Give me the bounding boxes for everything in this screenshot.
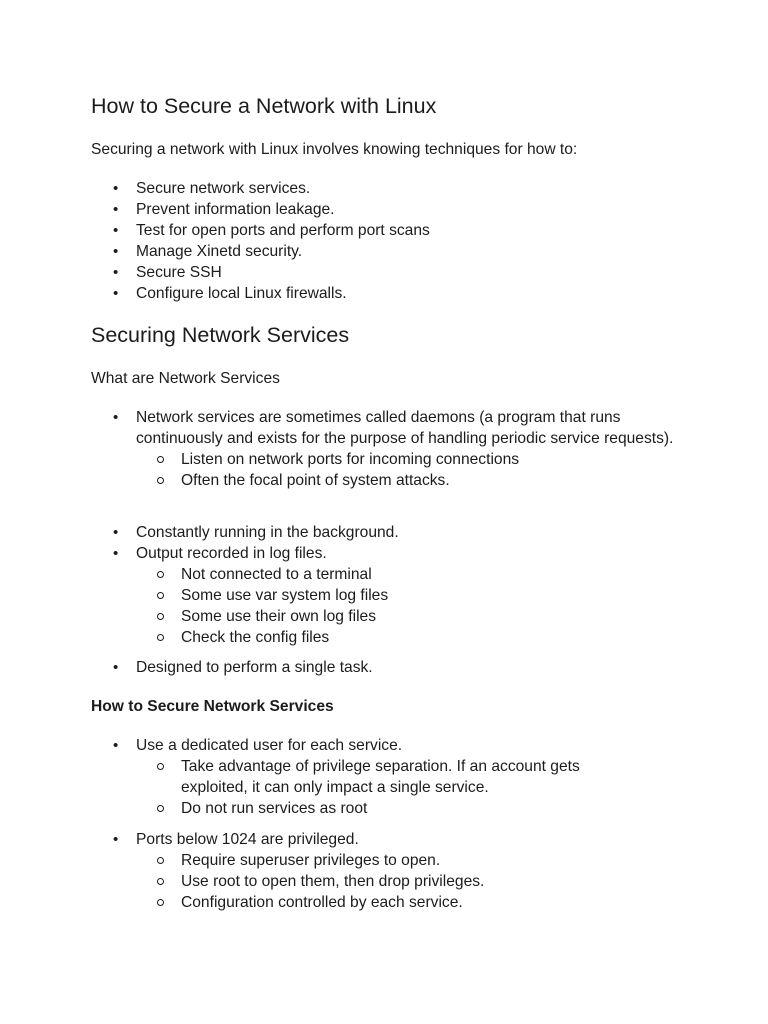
circle-bullet-icon (157, 899, 164, 906)
subheading-what-are-network-services: What are Network Services (91, 370, 280, 387)
circle-bullet-icon (157, 571, 164, 578)
list-item: • Secure network services. (113, 180, 311, 197)
secure-services-list-a (91, 735, 681, 819)
circle-bullet-icon (157, 878, 164, 885)
bullet-icon: • (113, 264, 119, 281)
list-item: • Manage Xinetd security. (113, 243, 303, 260)
bullet-icon: • (113, 180, 119, 197)
circle-bullet-icon (157, 634, 164, 641)
list-item: • Constantly running in the background. (113, 524, 399, 541)
bullet-icon: • (113, 409, 119, 426)
list-item: • Output recorded in log files. Not connected to a terminal Some use var system log files Some use their own log files Check the config files (91, 543, 681, 648)
bullet-icon: • (113, 737, 119, 754)
network-services-list-a (91, 407, 681, 491)
bullet-icon: • (113, 831, 119, 848)
bullet-icon: • (113, 285, 119, 302)
list-item: • Test for open ports and perform port scans (113, 222, 430, 239)
circle-bullet-icon (157, 763, 164, 770)
circle-bullet-icon (157, 805, 164, 812)
list-item: • Ports below 1024 are privileged. Require superuser privileges to open. Use root to open them, then drop privileges. Configuration controlled by each service. (91, 829, 681, 913)
secure-services-list-b (91, 829, 681, 913)
circle-bullet-icon (157, 857, 164, 864)
section-heading-securing-network-services: Securing Network Services (91, 323, 350, 347)
sub-list (136, 850, 681, 913)
bullet-icon: • (113, 524, 119, 541)
circle-bullet-icon (157, 613, 164, 620)
sub-list (136, 756, 681, 819)
sub-list-item: Some use their own log files (136, 606, 681, 627)
list-item: • Secure SSH (113, 264, 222, 281)
sub-list-item: Not connected to a terminal (136, 564, 681, 585)
page-title: How to Secure a Network with Linux (91, 94, 437, 118)
sub-list-item: Do not run services as root (136, 798, 681, 819)
sub-list-item: Some use var system log files (136, 585, 681, 606)
bullet-icon: • (113, 545, 119, 562)
list-item: • Configure local Linux firewalls. (113, 285, 347, 302)
bullet-icon: • (113, 201, 119, 218)
sub-list-item: Require superuser privileges to open. (136, 850, 681, 871)
sub-list-item: Take advantage of privilege separation. If an account gets exploited, it can only impact a single service. (136, 756, 681, 798)
sub-list-item: Check the config files (136, 627, 681, 648)
intro-list (91, 178, 681, 304)
sub-list-item: Often the focal point of system attacks. (136, 470, 681, 491)
list-item: • Use a dedicated user for each service. Take advantage of privilege separation. If an account gets exploited, it can only impact a single service. Do not run services as root (91, 735, 681, 819)
network-services-list-b (91, 522, 681, 648)
bullet-icon: • (113, 659, 119, 676)
network-services-list-c (91, 657, 681, 678)
sub-list-item: Use root to open them, then drop privileges. (136, 871, 681, 892)
list-item: • Network services are sometimes called daemons (a program that runs continuously and exists for the purpose of handling periodic service requests). Listen on network ports for incoming connections Often the focal point of system attacks. (91, 407, 681, 491)
section-heading-how-to-secure-network-services: How to Secure Network Services (91, 698, 334, 715)
intro-paragraph: Securing a network with Linux involves knowing techniques for how to: (91, 141, 578, 158)
circle-bullet-icon (157, 456, 164, 463)
circle-bullet-icon (157, 592, 164, 599)
bullet-icon: • (113, 222, 119, 239)
sub-list-item: Listen on network ports for incoming connections (136, 449, 681, 470)
sub-list-item: Configuration controlled by each service. (136, 892, 681, 913)
list-item: • Prevent information leakage. (113, 201, 335, 218)
list-item: • Designed to perform a single task. (113, 659, 373, 676)
bullet-icon: • (113, 243, 119, 260)
sub-list (136, 564, 681, 648)
circle-bullet-icon (157, 477, 164, 484)
sub-list (136, 449, 681, 491)
